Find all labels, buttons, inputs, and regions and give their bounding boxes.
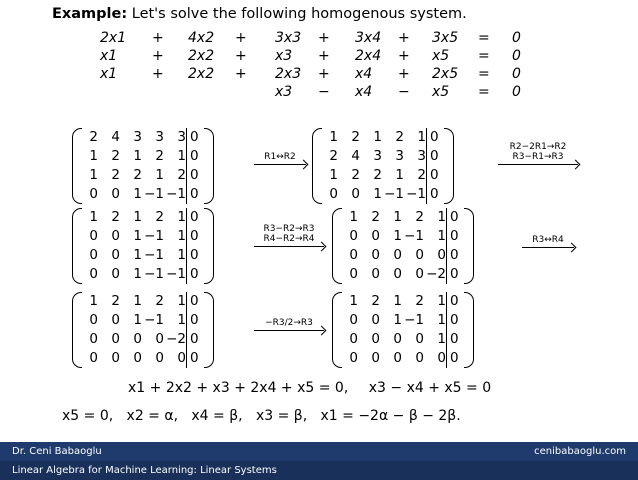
matrix-5 bbox=[72, 292, 214, 368]
system-cell: + bbox=[318, 30, 330, 46]
matrix-entry: 2 bbox=[177, 167, 186, 183]
left-paren bbox=[72, 128, 82, 204]
matrix-entry: 0 bbox=[447, 265, 463, 284]
matrix-entry: 0 bbox=[393, 266, 402, 282]
matrix-entry: 2 bbox=[351, 129, 360, 145]
matrix-entry: −1 bbox=[384, 186, 404, 202]
matrix-entry: 2 bbox=[111, 293, 120, 309]
matrix-row bbox=[84, 265, 202, 284]
matrix-entry: 1 bbox=[133, 312, 142, 328]
matrix-entry: 0 bbox=[393, 331, 402, 347]
matrix-entry: 0 bbox=[371, 266, 380, 282]
matrix-entry: 0 bbox=[177, 350, 186, 366]
matrix-entry: −1 bbox=[144, 312, 164, 328]
matrix-entry: 0 bbox=[437, 247, 446, 263]
matrix-row bbox=[324, 128, 442, 147]
matrix-entry: 0 bbox=[371, 228, 380, 244]
footer-course-bar bbox=[0, 461, 638, 480]
op-label: −R3/2→R3 bbox=[265, 318, 313, 328]
matrix-entry: −1 bbox=[404, 228, 424, 244]
matrix-entry: 0 bbox=[155, 350, 164, 366]
matrix-entry: 0 bbox=[187, 208, 203, 227]
matrix-entry: 0 bbox=[349, 312, 358, 328]
matrix-entry: 1 bbox=[329, 167, 338, 183]
op-arrow-2 bbox=[498, 142, 578, 165]
matrix-row bbox=[84, 147, 202, 166]
matrix-row bbox=[84, 330, 202, 349]
op-label: R1↔R2 bbox=[264, 152, 296, 162]
matrix-entry: −1 bbox=[144, 228, 164, 244]
matrix-entry: 0 bbox=[349, 228, 358, 244]
matrix-row bbox=[344, 227, 462, 246]
system-cell: 3x5 bbox=[432, 30, 459, 46]
matrix-entry: 1 bbox=[373, 186, 382, 202]
system-cell: x4 bbox=[355, 66, 373, 82]
matrix-row bbox=[344, 349, 462, 368]
matrix-entry: 0 bbox=[187, 166, 203, 185]
matrix-entry: 1 bbox=[133, 247, 142, 263]
matrix-entry: 0 bbox=[329, 186, 338, 202]
matrix-row bbox=[84, 311, 202, 330]
system-cell: 3x3 bbox=[275, 30, 302, 46]
matrix-entry: 1 bbox=[437, 312, 446, 328]
right-paren bbox=[204, 128, 214, 204]
matrix-entry: 1 bbox=[393, 209, 402, 225]
matrix-entry: 0 bbox=[349, 350, 358, 366]
system-cell: = bbox=[478, 48, 490, 64]
matrix-entry: 0 bbox=[415, 266, 424, 282]
matrix-6 bbox=[332, 292, 474, 368]
matrix-entry: 1 bbox=[89, 148, 98, 164]
system-cell: x3 bbox=[275, 84, 293, 100]
matrix-row bbox=[344, 311, 462, 330]
matrix-entry: 1 bbox=[177, 148, 186, 164]
footer-author: Dr. Ceni Babaoglu bbox=[12, 446, 102, 457]
system-cell: + bbox=[152, 48, 164, 64]
system-cell: = bbox=[478, 84, 490, 100]
system-cell: 2x2 bbox=[188, 66, 215, 82]
matrix-entry: 0 bbox=[187, 185, 203, 204]
matrix-entry: 3 bbox=[395, 148, 404, 164]
op-label: R3↔R4 bbox=[532, 235, 564, 245]
title-label: Example: bbox=[52, 6, 128, 22]
left-paren bbox=[332, 292, 342, 368]
matrix-entry: 1 bbox=[177, 293, 186, 309]
op-label: R4−R2→R4 bbox=[263, 234, 315, 244]
matrix-entry: 0 bbox=[187, 349, 203, 368]
title-text: Let's solve the following homogenous system. bbox=[131, 6, 467, 22]
system-cell: 2x5 bbox=[432, 66, 459, 82]
matrix-row bbox=[324, 166, 442, 185]
slide-title bbox=[52, 6, 467, 22]
matrix-entry: 1 bbox=[437, 331, 446, 347]
matrix-entry: 0 bbox=[89, 312, 98, 328]
system-cell: 0 bbox=[512, 66, 521, 82]
matrix-entry: 0 bbox=[111, 350, 120, 366]
matrix-entry: 1 bbox=[437, 228, 446, 244]
op-arrow-3 bbox=[254, 224, 324, 247]
matrix-entry: 0 bbox=[187, 147, 203, 166]
matrix-entry: 1 bbox=[177, 247, 186, 263]
matrix-entry: 2 bbox=[155, 293, 164, 309]
left-paren bbox=[332, 208, 342, 284]
right-paren bbox=[204, 292, 214, 368]
system-cell: x5 bbox=[432, 48, 450, 64]
matrix-entry: 0 bbox=[187, 330, 203, 349]
system-cell: = bbox=[478, 66, 490, 82]
matrix-entry: 0 bbox=[371, 247, 380, 263]
left-paren bbox=[72, 292, 82, 368]
right-paren bbox=[464, 292, 474, 368]
matrix-entry: −1 bbox=[144, 247, 164, 263]
matrix-entry: 4 bbox=[351, 148, 360, 164]
matrix-entry: −1 bbox=[144, 186, 164, 202]
matrix-entry: 1 bbox=[177, 209, 186, 225]
system-cell: 0 bbox=[512, 84, 521, 100]
matrix-entry: 1 bbox=[133, 266, 142, 282]
matrix-entry: 0 bbox=[427, 128, 443, 147]
system-cell: + bbox=[398, 66, 410, 82]
matrix-entry: 0 bbox=[371, 312, 380, 328]
system-cell: 0 bbox=[512, 48, 521, 64]
system-cell: x1 bbox=[100, 48, 118, 64]
matrix-2 bbox=[312, 128, 454, 204]
matrix-entry: 1 bbox=[133, 209, 142, 225]
system-cell: x5 bbox=[432, 84, 450, 100]
matrix-entry: 0 bbox=[349, 266, 358, 282]
matrix-entry: 0 bbox=[427, 147, 443, 166]
matrix-entry: 2 bbox=[111, 167, 120, 183]
matrix-entry: 1 bbox=[393, 228, 402, 244]
op-label: R3−R2→R3 bbox=[263, 224, 315, 234]
matrix-entry: 2 bbox=[155, 209, 164, 225]
matrix-entry: 2 bbox=[415, 209, 424, 225]
matrix-entry: 3 bbox=[373, 148, 382, 164]
system-cell: − bbox=[318, 84, 330, 100]
matrix-row bbox=[344, 246, 462, 265]
matrix-entry: 0 bbox=[437, 350, 446, 366]
matrix-entry: 0 bbox=[427, 166, 443, 185]
matrix-entry: 1 bbox=[349, 209, 358, 225]
matrix-entry: 0 bbox=[89, 186, 98, 202]
right-paren bbox=[444, 128, 454, 204]
matrix-entry: 0 bbox=[89, 331, 98, 347]
matrix-entry: 4 bbox=[111, 129, 120, 145]
left-paren bbox=[312, 128, 322, 204]
matrix-entry: 2 bbox=[417, 167, 426, 183]
footer-course: Linear Algebra for Machine Learning: Linear Systems bbox=[12, 465, 277, 476]
matrix-entry: −1 bbox=[406, 186, 426, 202]
system-cell: = bbox=[478, 30, 490, 46]
matrix-row bbox=[324, 185, 442, 204]
system-cell: 4x2 bbox=[188, 30, 215, 46]
matrix-row bbox=[344, 292, 462, 311]
matrix-entry: 2 bbox=[395, 129, 404, 145]
matrix-entry: 2 bbox=[155, 148, 164, 164]
system-cell: 0 bbox=[512, 30, 521, 46]
matrix-entry: 1 bbox=[437, 209, 446, 225]
system-cell: 2x3 bbox=[275, 66, 302, 82]
op-arrow-1 bbox=[254, 152, 306, 165]
matrix-3 bbox=[72, 208, 214, 284]
matrix-entry: 0 bbox=[447, 292, 463, 311]
matrix-entry: 1 bbox=[89, 293, 98, 309]
matrix-entry: 2 bbox=[371, 293, 380, 309]
matrix-entry: 0 bbox=[415, 331, 424, 347]
matrix-entry: 0 bbox=[111, 312, 120, 328]
system-cell: 2x2 bbox=[188, 48, 215, 64]
matrix-row bbox=[84, 292, 202, 311]
matrix-row bbox=[84, 208, 202, 227]
system-cell: + bbox=[152, 66, 164, 82]
matrix-entry: 0 bbox=[447, 227, 463, 246]
matrix-entry: 0 bbox=[187, 265, 203, 284]
system-cell: 2x4 bbox=[355, 48, 382, 64]
system-cell: + bbox=[235, 48, 247, 64]
matrix-entry: 0 bbox=[349, 331, 358, 347]
system-cell: x3 bbox=[275, 48, 293, 64]
matrix-entry: 1 bbox=[393, 293, 402, 309]
equation-1a: x1 + 2x2 + x3 + 2x4 + x5 = 0, bbox=[128, 380, 349, 396]
matrix-entry: 0 bbox=[187, 311, 203, 330]
matrix-entry: 0 bbox=[187, 227, 203, 246]
system-cell: + bbox=[318, 48, 330, 64]
matrix-entry: 1 bbox=[133, 293, 142, 309]
matrix-entry: 0 bbox=[155, 331, 164, 347]
matrix-entry: 0 bbox=[447, 311, 463, 330]
matrix-entry: 0 bbox=[371, 350, 380, 366]
matrix-entry: 1 bbox=[349, 293, 358, 309]
matrix-entry: 0 bbox=[111, 186, 120, 202]
matrix-entry: 0 bbox=[89, 266, 98, 282]
matrix-entry: 0 bbox=[133, 350, 142, 366]
matrix-entry: 0 bbox=[427, 185, 443, 204]
matrix-entry: 0 bbox=[447, 246, 463, 265]
matrix-entry: 1 bbox=[373, 129, 382, 145]
matrix-row bbox=[84, 349, 202, 368]
matrix-entry: 0 bbox=[393, 350, 402, 366]
matrix-entry: −2 bbox=[426, 266, 446, 282]
matrix-entry: 1 bbox=[133, 228, 142, 244]
matrix-row bbox=[84, 166, 202, 185]
matrix-entry: 2 bbox=[111, 209, 120, 225]
matrix-4 bbox=[332, 208, 474, 284]
matrix-entry: 0 bbox=[187, 292, 203, 311]
matrix-row bbox=[84, 128, 202, 147]
matrix-entry: 1 bbox=[177, 312, 186, 328]
op-label: R2−2R1→R2 bbox=[509, 142, 567, 152]
matrix-entry: 0 bbox=[187, 128, 203, 147]
matrix-entry: 3 bbox=[417, 148, 426, 164]
matrix-entry: 2 bbox=[111, 148, 120, 164]
left-paren bbox=[72, 208, 82, 284]
matrix-entry: −1 bbox=[166, 186, 186, 202]
matrix-entry: 0 bbox=[447, 349, 463, 368]
matrix-entry: 1 bbox=[133, 186, 142, 202]
equation-line-2: x5 = 0, x2 = α, x4 = β, x3 = β, x1 = −2α − β − 2β. bbox=[62, 408, 461, 424]
matrix-entry: 1 bbox=[89, 167, 98, 183]
matrix-row bbox=[84, 227, 202, 246]
matrix-entry: 0 bbox=[371, 331, 380, 347]
matrix-entry: 2 bbox=[415, 293, 424, 309]
system-cell: + bbox=[235, 30, 247, 46]
system-cell: 3x4 bbox=[355, 30, 382, 46]
system-cell: x1 bbox=[100, 66, 118, 82]
matrix-entry: 1 bbox=[329, 129, 338, 145]
right-paren bbox=[204, 208, 214, 284]
matrix-entry: 3 bbox=[177, 129, 186, 145]
matrix-entry: 0 bbox=[187, 246, 203, 265]
right-paren bbox=[464, 208, 474, 284]
system-cell: + bbox=[152, 30, 164, 46]
matrix-entry: 1 bbox=[437, 293, 446, 309]
system-cell: − bbox=[398, 84, 410, 100]
matrix-entry: 0 bbox=[349, 247, 358, 263]
op-arrow-5 bbox=[254, 318, 324, 331]
matrix-entry: 1 bbox=[133, 148, 142, 164]
system-cell: + bbox=[235, 66, 247, 82]
system-cell: x4 bbox=[355, 84, 373, 100]
footer-site: cenibabaoglu.com bbox=[534, 446, 626, 457]
matrix-entry: 1 bbox=[155, 167, 164, 183]
matrix-entry: 0 bbox=[89, 228, 98, 244]
op-label: R3−R1→R3 bbox=[512, 152, 564, 162]
matrix-entry: 2 bbox=[133, 167, 142, 183]
matrix-entry: 0 bbox=[133, 331, 142, 347]
matrix-entry: 0 bbox=[111, 247, 120, 263]
matrix-row bbox=[344, 265, 462, 284]
system-cell: + bbox=[318, 66, 330, 82]
matrix-entry: 1 bbox=[395, 167, 404, 183]
matrix-row bbox=[84, 246, 202, 265]
matrix-entry: 0 bbox=[393, 247, 402, 263]
matrix-1 bbox=[72, 128, 214, 204]
system-cell: + bbox=[398, 48, 410, 64]
matrix-entry: −1 bbox=[404, 312, 424, 328]
matrix-entry: 0 bbox=[89, 247, 98, 263]
equation-1b: x3 − x4 + x5 = 0 bbox=[368, 380, 492, 396]
matrix-entry: −1 bbox=[144, 266, 164, 282]
matrix-row bbox=[84, 185, 202, 204]
footer-bar bbox=[0, 442, 638, 461]
matrix-entry: 0 bbox=[111, 266, 120, 282]
system-cell: 2x1 bbox=[100, 30, 127, 46]
matrix-entry: 0 bbox=[351, 186, 360, 202]
system-cell: + bbox=[398, 30, 410, 46]
matrix-entry: 0 bbox=[111, 331, 120, 347]
equation-line-1 bbox=[128, 380, 491, 396]
matrix-entry: 1 bbox=[393, 312, 402, 328]
matrix-entry: 0 bbox=[415, 247, 424, 263]
matrix-entry: 2 bbox=[329, 148, 338, 164]
matrix-entry: 1 bbox=[177, 228, 186, 244]
matrix-entry: −2 bbox=[166, 331, 186, 347]
matrix-row bbox=[324, 147, 442, 166]
matrix-entry: −1 bbox=[166, 266, 186, 282]
matrix-row bbox=[344, 208, 462, 227]
matrix-entry: 3 bbox=[155, 129, 164, 145]
matrix-entry: 3 bbox=[133, 129, 142, 145]
matrix-entry: 2 bbox=[351, 167, 360, 183]
matrix-entry: 2 bbox=[371, 209, 380, 225]
matrix-entry: 0 bbox=[415, 350, 424, 366]
matrix-row bbox=[344, 330, 462, 349]
matrix-entry: 0 bbox=[111, 228, 120, 244]
matrix-entry: 0 bbox=[447, 330, 463, 349]
op-arrow-4 bbox=[522, 235, 574, 248]
matrix-entry: 0 bbox=[447, 208, 463, 227]
matrix-entry: 2 bbox=[373, 167, 382, 183]
matrix-entry: 1 bbox=[89, 209, 98, 225]
matrix-entry: 2 bbox=[89, 129, 98, 145]
matrix-entry: 0 bbox=[89, 350, 98, 366]
matrix-entry: 1 bbox=[417, 129, 426, 145]
